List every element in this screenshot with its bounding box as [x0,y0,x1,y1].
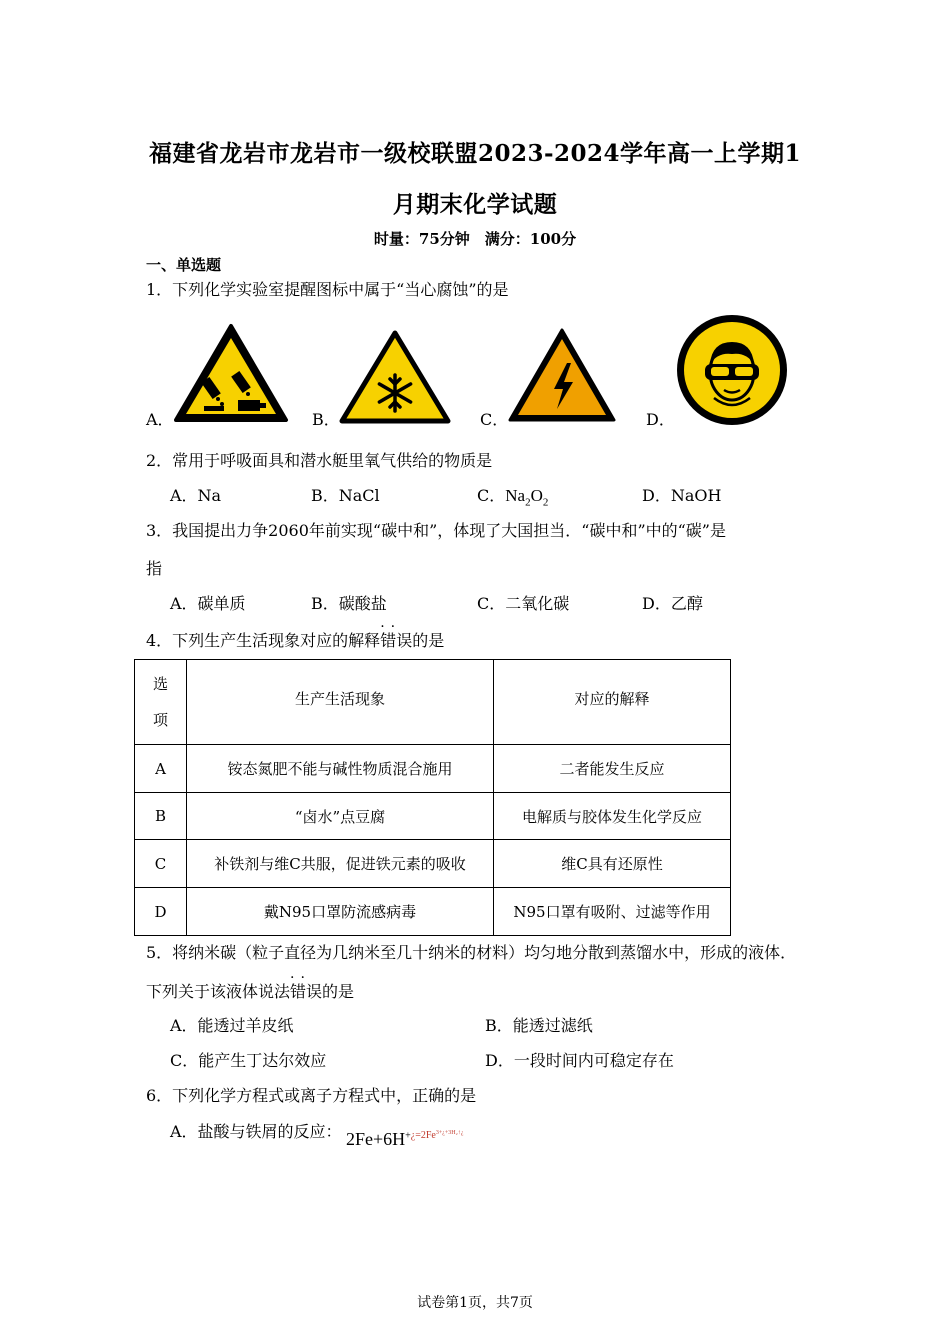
page-footer: 试卷第1页，共7页 [417,1295,533,1311]
row-c-explanation: 维C具有还原性 [494,840,731,888]
question-3-stem-line-1: 3．我国提出力争2060年前实现“碳中和”，体现了大国担当．“碳中和”中的“碳”是 [146,521,726,540]
row-b-option: B [135,793,187,840]
row-d-explanation: N95口罩有吸附、过滤等作用 [494,888,731,936]
header-option-line-1: 选 [152,675,168,693]
row-c-option: C [135,840,187,888]
q5-emphasized-word [290,966,323,1002]
table-row [135,793,731,840]
row-b-phenomenon: “卤水”点豆腐 [187,793,494,840]
question-5-stem-line-1: 5．将纳米碳（粒子直径为几纳米至几十纳米的材料）均匀地分散到蒸馏水中，形成的液体． [146,943,797,962]
question-2-stem: 2．常用于呼吸面具和潜水艇里氧气供给的物质是 [146,451,493,470]
q2-option-b: B．NaCl [311,486,380,505]
table-row [135,745,731,793]
q3-option-a: A．碳单质 [170,594,246,613]
q5-stem-before: 下列关于该液体说法 [146,982,291,1001]
q4-table [134,659,731,936]
equation-tail: ¿=2Fe [410,1130,436,1141]
low-temperature-warning-icon [339,330,451,428]
row-d-phenomenon: 戴N95口罩防流感病毒 [187,888,494,936]
q5-option-c: C．能产生丁达尔效应 [170,1051,327,1070]
exam-time-and-score: 时量：75分钟 满分：100分 [373,230,577,248]
row-c-phenomenon: 补铁剂与维C共服，促进铁元素的吸收 [187,840,494,888]
q3-option-b: B．碳酸盐 [311,594,387,613]
q4-emph-text: 错误 [380,631,413,650]
q1-option-d-label: D． [646,410,675,429]
q4-stem-after: 的是 [412,631,445,650]
table-header-row [135,660,731,745]
row-a-explanation: 二者能发生反应 [494,745,731,793]
row-a-option: A [135,745,187,793]
q3-option-d: D．乙醇 [642,594,703,613]
q2-option-c-label: C． [477,486,506,505]
q5-option-d: D．一段时间内可稳定存在 [485,1051,674,1070]
table-row [135,888,731,936]
formula-sub-2: 2 [542,496,549,509]
q4-stem-before: 4．下列生产生活现象对应的解释 [146,631,381,650]
equation-sup: + [405,1130,411,1142]
document-title-line-2: 月期末化学试题 [392,191,558,218]
q1-option-b-label: B． [312,410,340,429]
question-3-stem-line-2: 指 [146,559,163,578]
eye-protection-icon [674,312,790,432]
q2-option-c [477,483,548,508]
formula-o: O [530,486,543,505]
q6-option-a-equation [346,1129,463,1150]
q6-option-a-label: A．盐酸与铁屑的反应： [170,1122,342,1141]
header-explanation: 对应的解释 [494,660,731,745]
q2-option-a: A．Na [170,486,222,505]
formula-sub-1: 2 [525,496,531,509]
question-6-stem: 6．下列化学方程式或离子方程式中，正确的是 [146,1086,477,1105]
header-option [135,660,187,745]
q4-emphasized-word [380,615,413,651]
equation-tiny: 3+¿+3H₂↑¿ [435,1130,464,1136]
row-b-explanation: 电解质与胶体发生化学反应 [494,793,731,840]
header-option-line-2: 项 [152,711,168,729]
header-phenomenon: 生产生活现象 [187,660,494,745]
formula-na: Na [505,486,526,505]
q5-option-a: A．能透过羊皮纸 [170,1016,294,1035]
q1-option-c-label: C． [480,410,509,429]
row-d-option: D [135,888,187,936]
q3-option-c: C．二氧化碳 [477,594,570,613]
question-4-stem [146,615,445,651]
q2-option-d: D．NaOH [642,486,722,505]
emphasis-dots: .. [290,966,311,982]
table-row [135,840,731,888]
q5-option-b: B．能透过滤纸 [485,1016,593,1035]
document-title-line-1: 福建省龙岩市龙岩市一级校联盟2023-2024学年高一上学期1 [148,140,802,167]
emphasis-dots: .. [380,615,402,631]
section-heading-single-choice: 一、单选题 [146,256,222,274]
row-a-phenomenon: 铵态氮肥不能与碱性物质混合施用 [187,745,494,793]
question-5-stem-line-2 [146,966,355,1002]
sodium-peroxide-formula [505,486,549,509]
equation-main: 2Fe+6H [346,1129,406,1149]
q5-stem-after: 的是 [322,982,355,1001]
q1-option-a-label: A． [146,410,174,429]
q5-emph-text: 错误 [290,982,323,1001]
corrosion-warning-icon [172,322,290,428]
question-1-stem: 1．下列化学实验室提醒图标中属于“当心腐蚀”的是 [146,280,509,299]
electric-shock-warning-icon [507,327,617,427]
